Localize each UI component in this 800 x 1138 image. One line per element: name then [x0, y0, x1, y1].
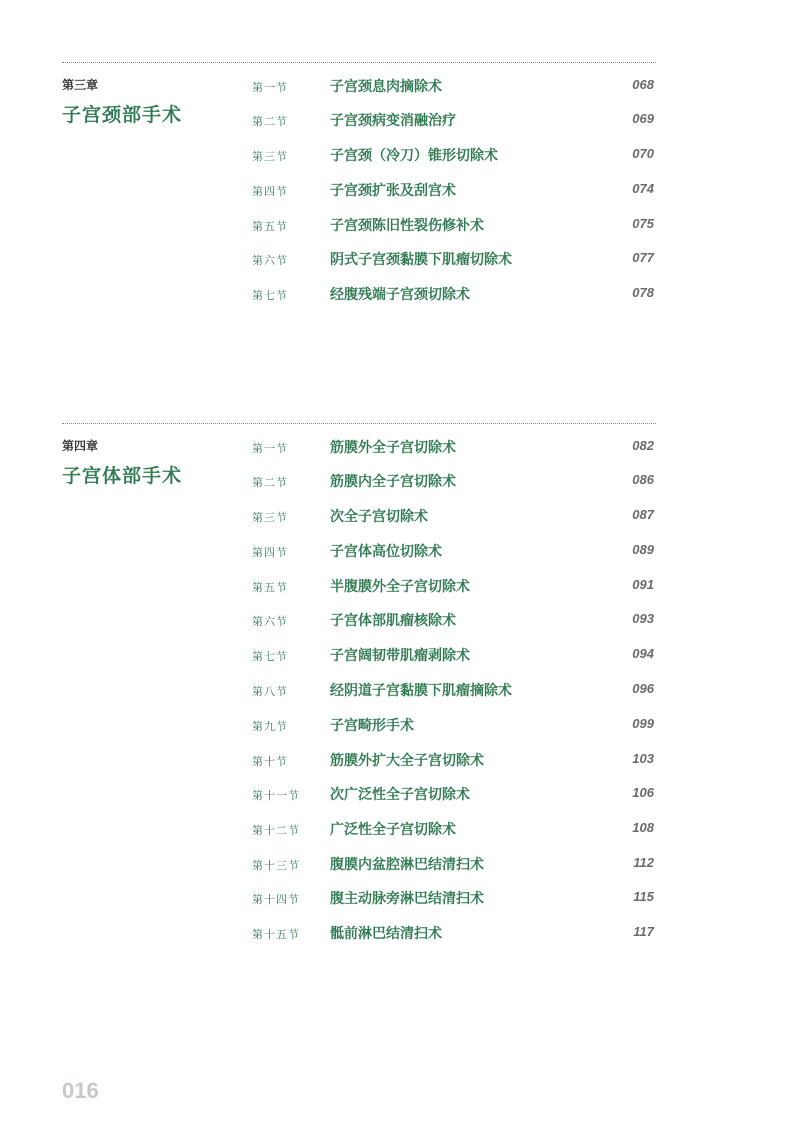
section-number: 第十一节 [252, 789, 300, 802]
section-title: 次广泛性全子宫切除术 [330, 787, 470, 803]
page-ref: 091 [632, 577, 654, 592]
page-ref: 112 [633, 855, 654, 870]
section-number: 第五节 [252, 581, 288, 594]
section-title: 子宫阔韧带肌瘤剥除术 [330, 648, 470, 664]
section-title: 子宫颈扩张及刮宫术 [330, 183, 456, 199]
section-number: 第八节 [252, 685, 288, 698]
section-number: 第四节 [252, 185, 288, 198]
page-ref: 089 [632, 542, 654, 557]
section-title: 骶前淋巴结清扫术 [330, 926, 442, 942]
page-number: 016 [62, 1078, 99, 1103]
toc-entry[interactable] [252, 110, 656, 130]
toc-entry[interactable] [252, 215, 656, 235]
toc-entry[interactable] [252, 145, 656, 165]
section-number: 第十二节 [252, 824, 300, 837]
section-title: 子宫体部肌瘤核除术 [330, 613, 456, 629]
section-number: 第九节 [252, 720, 288, 733]
toc-entry[interactable] [252, 506, 656, 526]
section-number: 第三节 [252, 150, 288, 163]
page-ref: 103 [632, 751, 654, 766]
page-ref: 074 [632, 181, 654, 196]
toc-entry[interactable] [252, 645, 656, 665]
page-ref: 106 [632, 785, 654, 800]
page-ref: 077 [632, 250, 654, 265]
page-ref: 108 [632, 820, 654, 835]
toc-entry[interactable] [252, 249, 656, 269]
section-number: 第十三节 [252, 859, 300, 872]
section-title: 腹膜内盆腔淋巴结清扫术 [330, 857, 484, 873]
section-number: 第三节 [252, 511, 288, 524]
page-ref: 078 [632, 285, 654, 300]
page-ref: 094 [632, 646, 654, 661]
page-ref: 099 [632, 716, 654, 731]
section-number: 第十五节 [252, 928, 300, 941]
section-title: 筋膜外扩大全子宫切除术 [330, 753, 484, 769]
section-title: 腹主动脉旁淋巴结清扫术 [330, 891, 484, 907]
section-title: 子宫颈息肉摘除术 [330, 79, 442, 95]
page-ref: 115 [633, 889, 654, 904]
page-ref: 086 [632, 472, 654, 487]
toc-entry[interactable] [252, 541, 656, 561]
page-ref: 082 [632, 438, 654, 453]
section-number: 第十节 [252, 755, 288, 768]
toc-entry[interactable] [252, 576, 656, 596]
toc-entry[interactable] [252, 784, 656, 804]
page-ref: 087 [632, 507, 654, 522]
chapter-title: 子宫颈部手术 [62, 104, 183, 126]
section-title: 次全子宫切除术 [330, 509, 428, 525]
toc-entry[interactable] [252, 437, 656, 457]
section-number: 第七节 [252, 289, 288, 302]
toc-entry[interactable] [252, 284, 656, 304]
toc-entry[interactable] [252, 750, 656, 770]
section-number: 第五节 [252, 220, 288, 233]
section-title: 经腹残端子宫颈切除术 [330, 287, 470, 303]
section-title: 筋膜内全子宫切除术 [330, 474, 456, 490]
toc-entry[interactable] [252, 819, 656, 839]
page-ref: 069 [632, 111, 654, 126]
toc-entry[interactable] [252, 715, 656, 735]
toc-entry[interactable] [252, 888, 656, 908]
section-number: 第二节 [252, 476, 288, 489]
section-title: 子宫颈（冷刀）锥形切除术 [330, 148, 498, 164]
section-number: 第十四节 [252, 893, 300, 906]
toc-entry[interactable] [252, 180, 656, 200]
section-title: 阴式子宫颈黏膜下肌瘤切除术 [330, 252, 512, 268]
chapter-number: 第四章 [62, 439, 99, 453]
section-title: 子宫畸形手术 [330, 718, 414, 734]
toc-entry[interactable] [252, 923, 656, 943]
section-title: 子宫体高位切除术 [330, 544, 442, 560]
page-ref: 096 [632, 681, 654, 696]
section-title: 经阴道子宫黏膜下肌瘤摘除术 [330, 683, 512, 699]
section-number: 第六节 [252, 254, 288, 267]
section-title: 半腹膜外全子宫切除术 [330, 579, 470, 595]
chapter-title: 子宫体部手术 [62, 465, 183, 487]
toc-entry[interactable] [252, 610, 656, 630]
toc-entry[interactable] [252, 680, 656, 700]
toc-entry[interactable] [252, 76, 656, 96]
chapter-number: 第三章 [62, 78, 99, 92]
section-title: 子宫颈病变消融治疗 [330, 113, 456, 129]
section-number: 第六节 [252, 615, 288, 628]
section-number: 第一节 [252, 442, 288, 455]
section-title: 子宫颈陈旧性裂伤修补术 [330, 218, 484, 234]
section-number: 第二节 [252, 115, 288, 128]
toc-entry[interactable] [252, 471, 656, 491]
toc-entry[interactable] [252, 854, 656, 874]
section-title: 广泛性全子宫切除术 [330, 822, 456, 838]
dotted-divider [62, 62, 656, 63]
page-ref: 117 [633, 924, 654, 939]
section-number: 第四节 [252, 546, 288, 559]
dotted-divider [62, 423, 656, 424]
section-title: 筋膜外全子宫切除术 [330, 440, 456, 456]
page-ref: 075 [632, 216, 654, 231]
page-ref: 093 [632, 611, 654, 626]
section-number: 第一节 [252, 81, 288, 94]
page-ref: 068 [632, 77, 654, 92]
page-ref: 070 [632, 146, 654, 161]
section-number: 第七节 [252, 650, 288, 663]
